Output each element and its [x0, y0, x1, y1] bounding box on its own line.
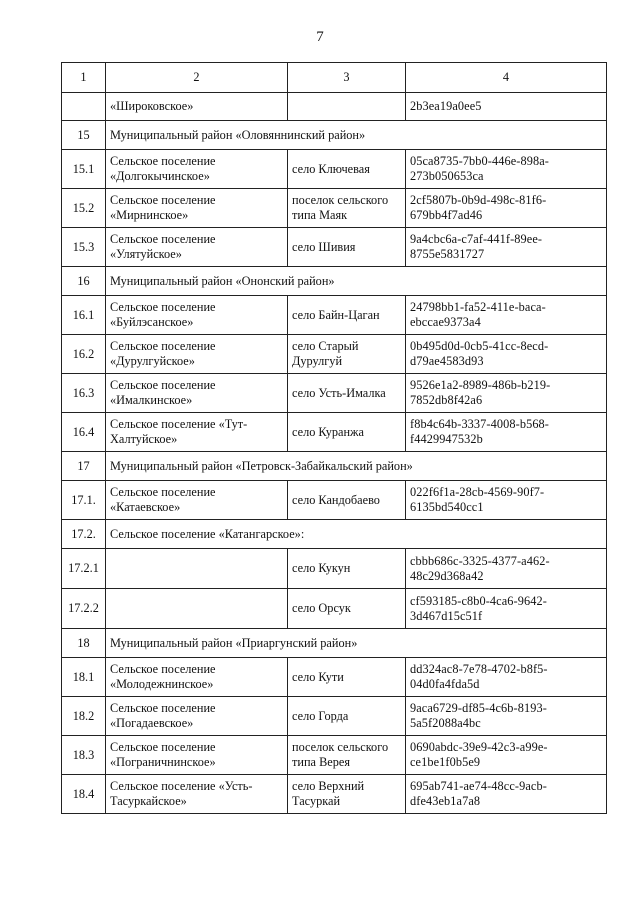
- locality-cell: [288, 93, 406, 121]
- entry-row: [62, 481, 607, 520]
- identifier-cell: 24798bb1-fa52-411e-baca-ebccae9373a4: [406, 296, 607, 335]
- entry-row: [62, 335, 607, 374]
- page-number: 7: [316, 29, 324, 45]
- identifier-cell: 022f6f1a-28cb-4569-90f7-6135bd540cc1: [406, 481, 607, 520]
- column-header: 1: [62, 63, 106, 93]
- entry-row: [62, 549, 607, 589]
- row-number-cell: 15.2: [62, 189, 106, 228]
- identifier-cell: 05ca8735-7bb0-446e-898a-273b050653ca: [406, 150, 607, 189]
- identifier-cell: 2b3ea19a0ee5: [406, 93, 607, 121]
- row-number-cell: 16.2: [62, 335, 106, 374]
- identifier-cell: 695ab741-ae74-48cc-9acb-dfe43eb1a7a8: [406, 775, 607, 814]
- settlement-name-cell: Сельское поселение «Дурулгуйское»: [106, 335, 288, 374]
- settlement-name-cell: Сельское поселение «Улятуйское»: [106, 228, 288, 267]
- entry-row: [62, 775, 607, 814]
- entry-row: [62, 413, 607, 452]
- entry-row: [62, 150, 607, 189]
- settlement-name-cell: Сельское поселение «Пограничнинское»: [106, 736, 288, 775]
- row-number-cell: 15.1: [62, 150, 106, 189]
- subsection-row: [62, 520, 607, 549]
- identifier-cell: 0690abdc-39e9-42c3-a99e-ce1be1f0b5e9: [406, 736, 607, 775]
- row-number-cell: 15.3: [62, 228, 106, 267]
- identifier-cell: dd324ac8-7e78-4702-b8f5-04d0fa4fda5d: [406, 658, 607, 697]
- entry-row: [62, 697, 607, 736]
- row-number-cell: 18.2: [62, 697, 106, 736]
- settlements-table: [61, 62, 607, 814]
- row-number-cell: 18: [62, 629, 106, 658]
- entry-row: [62, 589, 607, 629]
- settlement-name-cell: Сельское поселение «Ималкинское»: [106, 374, 288, 413]
- section-row: [62, 629, 607, 658]
- row-number-cell: 18.4: [62, 775, 106, 814]
- identifier-cell: cf593185-c8b0-4ca6-9642-3d467d15c51f: [406, 589, 607, 629]
- row-number-cell: 16.4: [62, 413, 106, 452]
- district-name-cell: Муниципальный район «Петровск-Забайкальский район»: [106, 452, 607, 481]
- section-row: [62, 121, 607, 150]
- identifier-cell: 2cf5807b-0b9d-498c-81f6-679bb4f7ad46: [406, 189, 607, 228]
- settlement-name-cell: [106, 549, 288, 589]
- row-number-cell: 16.1: [62, 296, 106, 335]
- settlement-name-cell: Сельское поселение «Усть-Тасуркайское»: [106, 775, 288, 814]
- locality-cell: село Ключевая: [288, 150, 406, 189]
- locality-cell: село Орсук: [288, 589, 406, 629]
- table-body: [62, 63, 607, 814]
- locality-cell: село Кандобаево: [288, 481, 406, 520]
- row-number-cell: 15: [62, 121, 106, 150]
- row-number-cell: [62, 93, 106, 121]
- identifier-cell: 9aca6729-df85-4c6b-8193-5a5f2088a4bc: [406, 697, 607, 736]
- entry-row: [62, 189, 607, 228]
- table-header-row: [62, 63, 607, 93]
- column-header: 3: [288, 63, 406, 93]
- district-name-cell: Муниципальный район «Оловяннинский район»: [106, 121, 607, 150]
- settlement-name-cell: Сельское поселение «Мирнинское»: [106, 189, 288, 228]
- locality-cell: село Верхний Тасуркай: [288, 775, 406, 814]
- settlement-name-cell: [106, 589, 288, 629]
- row-number-cell: 17.1.: [62, 481, 106, 520]
- locality-cell: поселок сельского типа Верея: [288, 736, 406, 775]
- entry-row: [62, 228, 607, 267]
- locality-cell: поселок сельского типа Маяк: [288, 189, 406, 228]
- entry-row: [62, 374, 607, 413]
- identifier-cell: 9526e1a2-8989-486b-b219-7852db8f42a6: [406, 374, 607, 413]
- settlement-name-cell: Сельское поселение «Тут-Халтуйское»: [106, 413, 288, 452]
- district-name-cell: Муниципальный район «Приаргунский район»: [106, 629, 607, 658]
- identifier-cell: 9a4cbc6a-c7af-441f-89ee-8755e5831727: [406, 228, 607, 267]
- locality-cell: село Горда: [288, 697, 406, 736]
- section-row: [62, 452, 607, 481]
- locality-cell: село Байн-Цаган: [288, 296, 406, 335]
- continuation-row: [62, 93, 607, 121]
- row-number-cell: 18.1: [62, 658, 106, 697]
- identifier-cell: 0b495d0d-0cb5-41cc-8ecd-d79ae4583d93: [406, 335, 607, 374]
- entry-row: [62, 658, 607, 697]
- locality-cell: село Шивия: [288, 228, 406, 267]
- settlement-name-cell: «Широковское»: [106, 93, 288, 121]
- settlement-name-cell: Сельское поселение «Погадаевское»: [106, 697, 288, 736]
- locality-cell: село Кукун: [288, 549, 406, 589]
- column-header: 2: [106, 63, 288, 93]
- subsection-name-cell: Сельское поселение «Катангарское»:: [106, 520, 607, 549]
- settlement-name-cell: Сельское поселение «Буйлэсанское»: [106, 296, 288, 335]
- entry-row: [62, 736, 607, 775]
- row-number-cell: 17.2.: [62, 520, 106, 549]
- entry-row: [62, 296, 607, 335]
- identifier-cell: f8b4c64b-3337-4008-b568-f4429947532b: [406, 413, 607, 452]
- settlement-name-cell: Сельское поселение «Молодежнинское»: [106, 658, 288, 697]
- row-number-cell: 17.2.1: [62, 549, 106, 589]
- locality-cell: село Куранжа: [288, 413, 406, 452]
- section-row: [62, 267, 607, 296]
- row-number-cell: 17: [62, 452, 106, 481]
- row-number-cell: 18.3: [62, 736, 106, 775]
- locality-cell: село Усть-Ималка: [288, 374, 406, 413]
- row-number-cell: 16.3: [62, 374, 106, 413]
- row-number-cell: 17.2.2: [62, 589, 106, 629]
- identifier-cell: cbbb686c-3325-4377-a462-48c29d368a42: [406, 549, 607, 589]
- district-name-cell: Муниципальный район «Ононский район»: [106, 267, 607, 296]
- settlement-name-cell: Сельское поселение «Долгокычинское»: [106, 150, 288, 189]
- locality-cell: село Кути: [288, 658, 406, 697]
- locality-cell: село Старый Дурулгуй: [288, 335, 406, 374]
- row-number-cell: 16: [62, 267, 106, 296]
- column-header: 4: [406, 63, 607, 93]
- settlement-name-cell: Сельское поселение «Катаевское»: [106, 481, 288, 520]
